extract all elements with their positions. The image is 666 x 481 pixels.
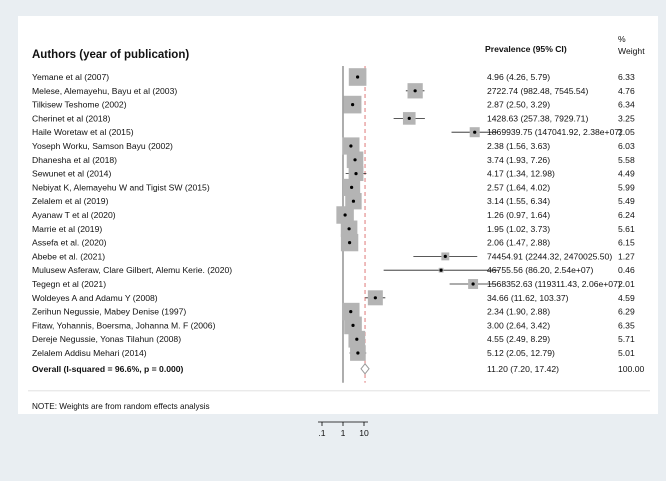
study-row <box>350 345 367 361</box>
study-label: Assefa et al. (2020) <box>32 237 107 248</box>
study-label: Yoseph Worku, Samson Bayu (2002) <box>32 141 173 151</box>
study-label: Woldeyes A and Adamu Y (2008) <box>32 292 158 303</box>
study-ci-text: 4.17 (1.34, 12.98) <box>487 168 555 179</box>
x-tick-label: 1 <box>340 428 346 438</box>
study-label: Dhanesha et al (2018) <box>32 154 118 165</box>
study-weight-text: 2.01 <box>618 279 635 289</box>
study-row <box>341 234 358 251</box>
study-ci-text: 2.34 (1.90, 2.88) <box>487 306 551 317</box>
header-weight: Weight <box>618 46 645 56</box>
study-weight-text: 5.49 <box>618 196 635 207</box>
point-estimate <box>348 241 351 244</box>
study-ci-text: 5.12 (2.05, 12.79) <box>487 348 555 358</box>
study-weight-text: 4.59 <box>618 292 635 303</box>
study-row <box>346 166 367 181</box>
study-weight-text: 5.71 <box>618 334 635 345</box>
point-estimate <box>352 200 355 203</box>
header-authors: Authors (year of publication) <box>32 49 190 61</box>
study-ci-text: 4.55 (2.49, 8.29) <box>487 334 551 345</box>
study-ci-text: 3.74 (1.93, 7.26) <box>487 154 551 165</box>
study-row <box>348 331 365 348</box>
study-weight-text: 4.76 <box>618 85 635 96</box>
study-weight-text: 6.29 <box>618 306 635 317</box>
point-estimate <box>351 103 354 106</box>
study-weight-text: 0.46 <box>618 265 635 276</box>
study-label: Mulusew Asferaw, Clare Gilbert, Alemu Kerie. (2020) <box>32 265 233 276</box>
study-label: Nebiyat K, Alemayehu W and Tigist SW (2015) <box>32 182 210 193</box>
point-estimate <box>349 310 352 313</box>
study-ci-text: 1869939.75 (147041.92, 2.38e+07) <box>487 127 622 138</box>
study-label: Cherinet et al (2018) <box>32 113 111 124</box>
study-label: Yemane et al (2007) <box>32 72 110 82</box>
study-ci-text: 46755.56 (86.20, 2.54e+07) <box>487 265 594 276</box>
study-label: Ayanaw T et al (2020) <box>32 210 116 220</box>
study-row <box>347 152 364 169</box>
study-weight-text: 6.03 <box>618 141 635 151</box>
point-estimate <box>472 282 475 285</box>
header-prevalence: Prevalence (95% CI) <box>485 44 567 54</box>
study-label: Haile Woretaw et al (2015) <box>32 127 134 138</box>
study-label: Tegegn et al (2021) <box>32 279 107 289</box>
study-ci-text: 74454.91 (2244.32, 2470025.50) <box>487 251 613 262</box>
study-weight-text: 6.34 <box>618 99 635 110</box>
study-weight-text: 4.49 <box>618 168 635 179</box>
point-estimate <box>349 144 352 147</box>
overall-weight-text: 100.00 <box>618 363 645 374</box>
header-weight-percent: % <box>618 34 626 44</box>
point-estimate <box>473 131 476 134</box>
study-weight-text: 6.15 <box>618 237 635 248</box>
study-row <box>406 83 425 98</box>
study-label: Marrie et al (2019) <box>32 223 103 234</box>
point-estimate <box>408 117 411 120</box>
point-estimate <box>355 338 358 341</box>
study-ci-text: 3.14 (1.55, 6.34) <box>487 196 551 207</box>
study-weight-text: 5.58 <box>618 154 635 165</box>
point-estimate <box>356 75 359 78</box>
study-ci-text: 2.57 (1.64, 4.02) <box>487 182 551 193</box>
study-ci-text: 34.66 (11.62, 103.37) <box>487 292 569 303</box>
study-label: Dereje Negussie, Yonas Tilahun (2008) <box>32 334 182 345</box>
study-weight-text: 2.05 <box>618 127 635 138</box>
study-ci-text: 1428.63 (257.38, 7929.71) <box>487 113 589 124</box>
point-estimate <box>351 324 354 327</box>
x-tick-label: 10 <box>359 428 369 438</box>
study-weight-text: 5.61 <box>618 223 635 234</box>
x-tick-label: .1 <box>318 428 326 438</box>
overall-ci-text: 11.20 (7.20, 17.42) <box>487 363 559 374</box>
study-label: Fitaw, Yohannis, Boersma, Johanna M. F (2006) <box>32 320 216 331</box>
point-estimate <box>347 227 350 230</box>
study-weight-text: 5.99 <box>618 182 635 193</box>
point-estimate <box>374 296 377 299</box>
study-ci-text: 1.95 (1.02, 3.73) <box>487 223 551 234</box>
overall-label: Overall (I-squared = 96.6%, p = 0.000) <box>32 363 184 374</box>
study-ci-text: 3.00 (2.64, 3.42) <box>487 320 551 331</box>
study-row <box>349 68 367 86</box>
point-estimate <box>350 186 353 189</box>
study-ci-text: 2.38 (1.56, 3.63) <box>487 141 551 151</box>
study-label: Tilkisew Teshome (2002) <box>32 99 127 110</box>
study-weight-text: 6.33 <box>618 72 635 82</box>
point-estimate <box>353 158 356 161</box>
point-estimate <box>356 351 359 354</box>
study-row <box>344 96 362 114</box>
study-label: Sewunet et al (2014) <box>32 168 112 179</box>
study-ci-text: 1568352.63 (119311.43, 2.06e+07) <box>487 279 621 289</box>
study-weight-text: 6.24 <box>618 210 635 220</box>
study-ci-text: 4.96 (4.26, 5.79) <box>487 72 551 82</box>
study-weight-text: 3.25 <box>618 113 635 124</box>
study-ci-text: 2722.74 (982.48, 7545.54) <box>487 85 589 96</box>
study-weight-text: 5.01 <box>618 348 635 358</box>
study-label: Melese, Alemayehu, Bayu et al (2003) <box>32 85 178 96</box>
point-estimate <box>414 89 417 92</box>
study-label: Zelalem Addisu Mehari (2014) <box>32 348 147 358</box>
study-weight-text: 1.27 <box>618 251 635 262</box>
study-row <box>365 290 385 305</box>
study-label: Abebe et al. (2021) <box>32 251 106 262</box>
point-estimate <box>444 255 447 258</box>
study-ci-text: 2.87 (2.50, 3.29) <box>487 99 551 110</box>
study-ci-text: 2.06 (1.47, 2.88) <box>487 237 551 248</box>
study-label: Zelalem et al (2019) <box>32 196 109 207</box>
study-weight-text: 6.35 <box>618 320 635 331</box>
x-axis <box>318 422 369 438</box>
study-ci-text: 1.26 (0.97, 1.64) <box>487 210 551 220</box>
weights-note: NOTE: Weights are from random effects analysis <box>32 401 210 411</box>
study-label: Zerihun Negussie, Mabey Denise (1997) <box>32 306 187 317</box>
point-estimate <box>354 172 357 175</box>
point-estimate <box>344 213 347 216</box>
point-estimate <box>439 269 442 272</box>
